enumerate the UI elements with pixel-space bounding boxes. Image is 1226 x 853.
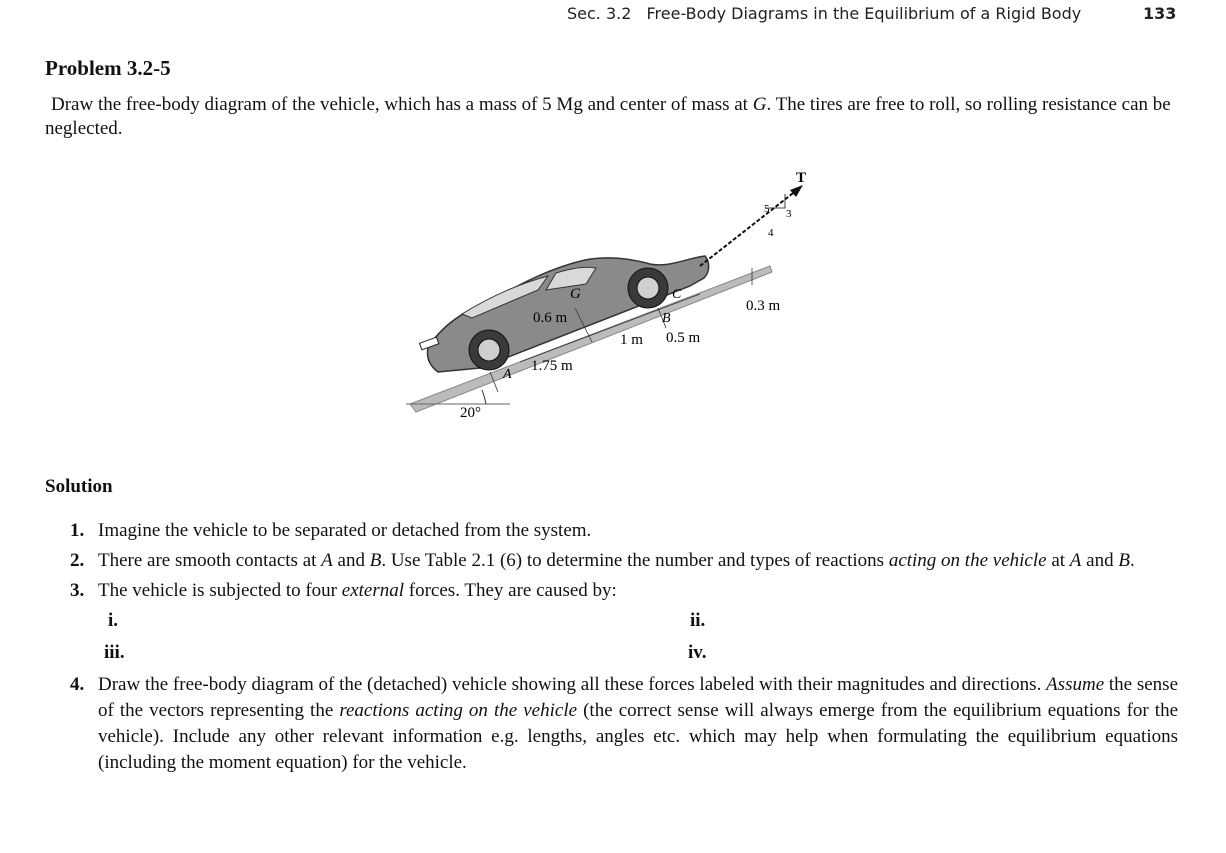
force-list-row (70, 640, 1178, 672)
step-text: There are smooth contacts at (98, 550, 322, 571)
angle-arc (482, 390, 486, 404)
step-3 (70, 578, 1178, 604)
page-header (567, 4, 1177, 23)
step-emphasis: acting on the vehicle (888, 550, 1047, 571)
problem-statement (45, 93, 1180, 141)
label-dim-175: 1.75 m (531, 358, 573, 374)
label-tension: T (796, 170, 807, 186)
step-text: Draw the free-body diagram of the (detached) vehicle showing all these forces labeled with their magnitudes and directions. (98, 674, 1047, 695)
solution-heading: Solution (45, 476, 113, 497)
statement-var-g: G (752, 94, 767, 115)
label-slope-4: 4 (768, 227, 774, 239)
step-number: 3. (70, 580, 85, 601)
label-dim-1: 1 m (620, 332, 643, 348)
force-item-iii: iii. (104, 642, 125, 663)
label-g: G (570, 286, 581, 302)
label-slope-5: 5 (764, 203, 770, 215)
front-hubcap (637, 277, 659, 299)
step-text: . Use Table 2.1 (6) to determine the number and types of reactions (381, 550, 889, 571)
force-list-row (70, 608, 1178, 640)
step-text: forces. They are caused by: (404, 580, 617, 601)
step-4 (70, 672, 1178, 776)
label-angle: 20° (460, 405, 481, 421)
label-dim-03: 0.3 m (746, 298, 781, 314)
problem-title: Problem 3.2-5 (45, 56, 171, 80)
step-number: 1. (70, 520, 85, 541)
step-text: The vehicle is subjected to four (98, 580, 342, 601)
step-number: 4. (70, 674, 85, 695)
step-var-a: A (321, 550, 333, 571)
step-text: (the correct sense will always emerge from the equilibrium equations for the vehicle). Include any other relevant information e.g. lengths, angles etc. which may help when formulating the equilibrium equations (including the moment equation) for the vehicle. (98, 700, 1179, 773)
step-1 (70, 518, 1178, 544)
rear-hubcap (478, 339, 500, 361)
label-c: C (672, 287, 682, 302)
step-text: and (1081, 550, 1119, 571)
force-item-i: i. (108, 610, 119, 631)
step-text: . (1129, 550, 1135, 571)
label-dim-05: 0.5 m (666, 330, 701, 346)
section-number: Sec. 3.2 (567, 4, 632, 23)
label-dim-06: 0.6 m (533, 310, 568, 326)
step-number: 2. (70, 550, 85, 571)
step-emphasis: Assume (1046, 674, 1105, 695)
step-emphasis: reactions acting on the vehicle (339, 700, 578, 721)
page-number: 133 (1143, 4, 1177, 23)
step-var-b: B (369, 550, 382, 571)
force-item-iv: iv. (688, 642, 707, 663)
statement-text: . The tires are free to roll, so rolling resistance can be neglected. (45, 94, 1171, 139)
step-text: the sense of the vectors representing the (98, 674, 1179, 721)
label-b: B (662, 311, 671, 326)
label-slope-3: 3 (786, 208, 792, 220)
label-a: A (503, 367, 512, 382)
step-var-b: B (1118, 550, 1130, 571)
step-text: Imagine the vehicle to be separated or detached from the system. (98, 520, 592, 541)
vehicle-figure (400, 160, 820, 435)
tow-cable (700, 190, 797, 266)
step-var-a: A (1069, 550, 1082, 571)
section-title: Free-Body Diagrams in the Equilibrium of a Rigid Body (646, 4, 1082, 23)
step-emphasis: external (341, 580, 405, 601)
step-2 (70, 548, 1178, 574)
force-item-ii: ii. (690, 610, 706, 631)
statement-text: Draw the free-body diagram of the vehicle, which has a mass of 5 Mg and center of mass at (51, 94, 753, 115)
step-text: at (1046, 550, 1070, 571)
solution-steps (70, 518, 1178, 780)
step-text: and (332, 550, 370, 571)
